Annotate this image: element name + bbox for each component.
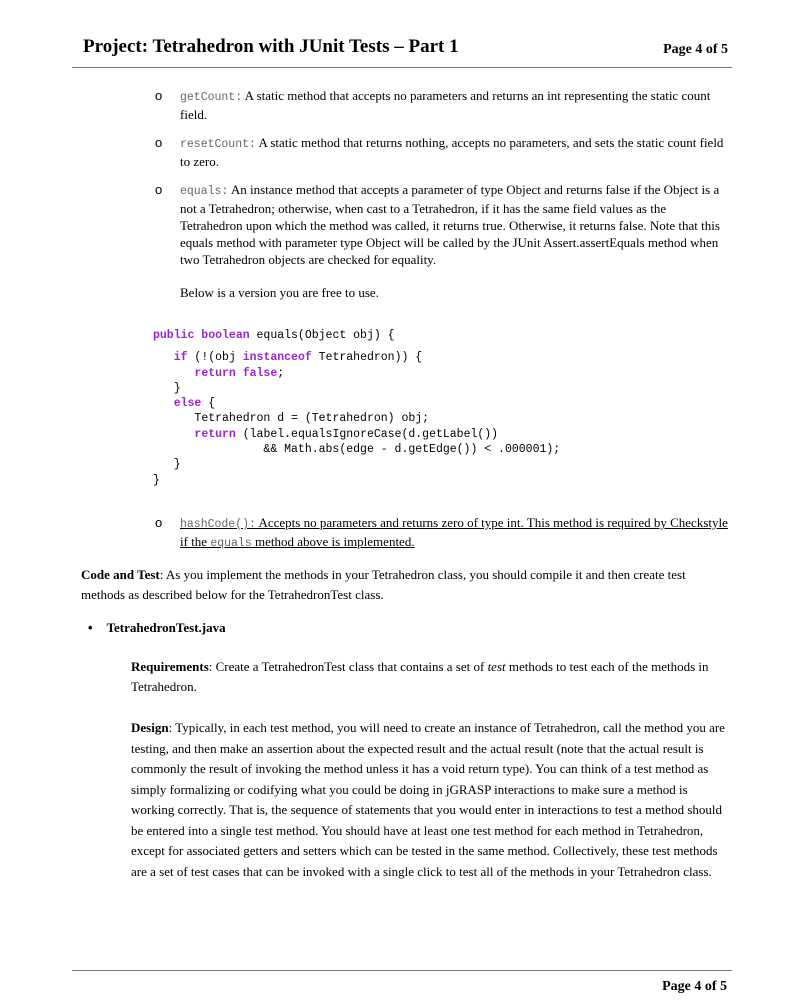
hollow-bullet-icon: o (155, 88, 163, 103)
inline-code: equals (210, 537, 252, 550)
method-description: A static method that returns nothing, accepts no parameters, and sets the static count field to zero. (180, 135, 724, 169)
hollow-bullet-icon: o (155, 515, 163, 530)
method-description: A static method that accepts no parameters and returns an int representing the static count field. (180, 88, 711, 122)
section-heading (88, 620, 226, 636)
list-item-equals (155, 181, 730, 301)
paragraph-text: : Typically, in each test method, you will need to create an instance of Tetrahedron, call the method you are testing, and then make an assertion about the expected result and the actual result (note that the actual result is commonly the result of invoking the method unless it has a void return type). You can think of a test method as simply formalizing or codifying what you could be doing in jGRASP interactions to make sure a method is working correctly. That is, the sequence of statements that you would enter in interactions to test a method should be entered into a single test method. You should have at least one test method for each method in Tetrahedron, except for associated getters and setters which can be tested in the same method. Collectively, these test methods are a set of test cases that can be invoked with a single click to test all of the methods in your Tetrahedron class. (131, 720, 725, 879)
equals-code-block (153, 328, 560, 488)
code-line-4: } (173, 381, 181, 395)
list-item-resetcount (155, 134, 730, 170)
section-title: TetrahedronTest.java (106, 620, 226, 635)
below-text: Below is a version you are free to use. (180, 285, 379, 300)
method-list (155, 87, 730, 312)
design-paragraph (131, 718, 726, 882)
method-name: resetCount: (180, 138, 256, 151)
hollow-bullet-icon: o (155, 135, 163, 150)
footer-page-number: Page 4 of 5 (662, 979, 727, 994)
method-description: An instance method that accepts a parameter of type Object and returns false if the Object is a not a Tetrahedron; otherwise, when cast to a Tetrahedron, if it has the same field values as the Tetrahedron upon which the method was called, it returns true. Otherwise, it returns false. Note that this equals method with parameter type Object will be called by the JUnit Assert.assertEquals method when two Tetrahedron objects are checked for equality. (180, 182, 720, 267)
code-and-test-paragraph (81, 565, 731, 605)
code-line-8: && Math.abs(edge - d.getEdge()) < .000001); (263, 443, 561, 457)
list-item-hashcode (155, 514, 730, 552)
code-line-9: } (173, 458, 181, 472)
method-name: getCount: (180, 91, 243, 104)
document-title: Project: Tetrahedron with JUnit Tests – Part 1 (83, 36, 459, 57)
code-line-7: return (label.equalsIgnoreCase(d.getLabel()) (194, 427, 499, 441)
method-description: Accepts no parameters and returns zero of type int. This method is required by Checkstyle if the (180, 515, 728, 549)
footer-divider (72, 970, 732, 971)
paragraph-label: Requirements (131, 659, 209, 674)
code-line-3: return false; (194, 366, 285, 380)
paragraph-text: : As you implement the methods in your Tetrahedron class, you should compile it and then create test methods as described below for the TetrahedronTest class. (81, 567, 686, 602)
paragraph-label: Design (131, 720, 169, 735)
list-item-getcount (155, 87, 730, 123)
hollow-bullet-icon: o (155, 182, 163, 197)
method-name: equals: (180, 185, 229, 198)
header-page-number: Page 4 of 5 (663, 42, 728, 57)
code-line-6: Tetrahedron d = (Tetrahedron) obj; (194, 412, 430, 426)
code-line-5: else { (173, 397, 216, 411)
method-description-end: method above is implemented. (251, 534, 415, 549)
code-line-10: } (153, 473, 160, 487)
header-divider (72, 67, 732, 68)
paragraph-label: Code and Test (81, 567, 160, 582)
bullet-icon: • (88, 620, 93, 635)
requirements-paragraph: Requirements: Create a TetrahedronTest class that contains a set of test methods to test each of the methods in Tetrahedron. (131, 659, 709, 694)
code-line-2: if (!(obj instanceof Tetrahedron)) { (173, 351, 423, 365)
code-line-1: public boolean equals(Object obj) { (153, 329, 395, 342)
method-name: hashCode(): (180, 518, 256, 531)
